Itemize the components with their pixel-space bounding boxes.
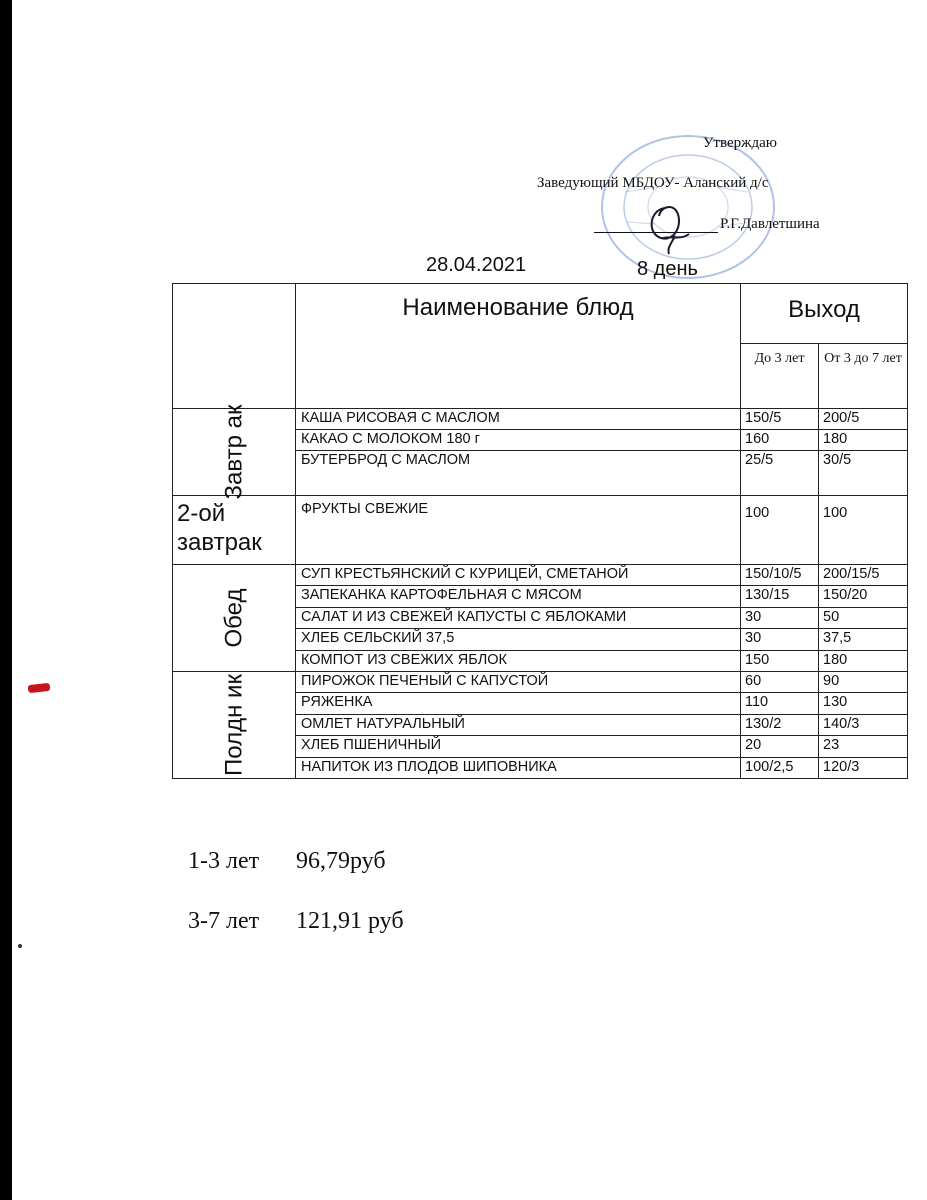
dish-value-age1: 20 [741,736,819,757]
dish-value-age1: 130/2 [741,714,819,735]
dish-value-age1: 100 [741,496,819,565]
menu-table [172,283,908,779]
dish-value-age1: 150/5 [741,409,819,430]
dish-name: ЗАПЕКАНКА КАРТОФЕЛЬНАЯ С МЯСОМ [296,586,741,607]
dish-name: КОМПОТ ИЗ СВЕЖИХ ЯБЛОК [296,650,741,671]
dish-value-age2: 180 [819,650,908,671]
dish-value-age1: 130/15 [741,586,819,607]
dish-name: ХЛЕБ ПШЕНИЧНЫЙ [296,736,741,757]
dish-name: ФРУКТЫ СВЕЖИЕ [296,496,741,565]
dish-value-age2: 180 [819,430,908,451]
header-dish-name: Наименование блюд [296,284,741,409]
dish-name: ОМЛЕТ НАТУРАЛЬНЫЙ [296,714,741,735]
dish-name: НАПИТОК ИЗ ПЛОДОВ ШИПОВНИКА [296,757,741,778]
dish-value-age2: 50 [819,607,908,628]
menu-day: 8 день [637,258,698,280]
approval-name: Р.Г.Давлетшина [720,216,820,232]
dish-value-age2: 150/20 [819,586,908,607]
dish-name: ПИРОЖОК ПЕЧЕНЫЙ С КАПУСТОЙ [296,672,741,693]
dish-value-age1: 30 [741,607,819,628]
header-output: Выход [741,284,908,344]
approval-word: Утверждаю [702,135,777,151]
dish-value-age1: 25/5 [741,451,819,496]
dish-value-age2: 30/5 [819,451,908,496]
dish-name: СУП КРЕСТЬЯНСКИЙ С КУРИЦЕЙ, СМЕТАНОЙ [296,565,741,586]
scan-dot [18,944,22,948]
menu-date: 28.04.2021 [426,254,527,276]
dish-value-age1: 150 [741,650,819,671]
dish-name: ХЛЕБ СЕЛЬСКИЙ 37,5 [296,629,741,650]
price-amount: 96,79руб [296,848,386,874]
dish-value-age2: 200/15/5 [819,565,908,586]
dish-value-age1: 60 [741,672,819,693]
dish-value-age2: 200/5 [819,409,908,430]
red-mark [28,683,51,693]
dish-value-age2: 37,5 [819,629,908,650]
dish-value-age2: 100 [819,496,908,565]
header-blank-cell [173,284,296,409]
dish-value-age2: 23 [819,736,908,757]
meal-breakfast: Завтр ак [173,409,296,496]
meal-second-breakfast: 2-ой завтрак [173,496,296,565]
dish-value-age1: 150/10/5 [741,565,819,586]
price-age: 3-7 лет [188,908,260,934]
dish-value-age2: 120/3 [819,757,908,778]
signature [645,200,695,256]
dish-value-age2: 130 [819,693,908,714]
price-age: 1-3 лет [188,848,260,874]
scan-edge [0,0,12,1200]
dish-value-age1: 110 [741,693,819,714]
dish-value-age2: 140/3 [819,714,908,735]
dish-name: КАКАО С МОЛОКОМ 180 г [296,430,741,451]
header-age-2: От 3 до 7 лет [819,344,908,409]
price-amount: 121,91 руб [296,908,404,934]
dish-value-age1: 160 [741,430,819,451]
dish-value-age1: 100/2,5 [741,757,819,778]
price-row [188,848,386,875]
price-row [188,908,404,935]
dish-name: КАША РИСОВАЯ С МАСЛОМ [296,409,741,430]
header-age-1: До 3 лет [741,344,819,409]
dish-name: БУТЕРБРОД С МАСЛОМ [296,451,741,496]
meal-lunch: Обед [173,565,296,672]
dish-value-age1: 30 [741,629,819,650]
dish-name: САЛАТ И ИЗ СВЕЖЕЙ КАПУСТЫ С ЯБЛОКАМИ [296,607,741,628]
meal-afternoon-snack: Полдн ик [173,672,296,779]
dish-value-age2: 90 [819,672,908,693]
dish-name: РЯЖЕНКА [296,693,741,714]
approval-role: Заведующий МБДОУ- Аланский д/с [537,175,769,191]
